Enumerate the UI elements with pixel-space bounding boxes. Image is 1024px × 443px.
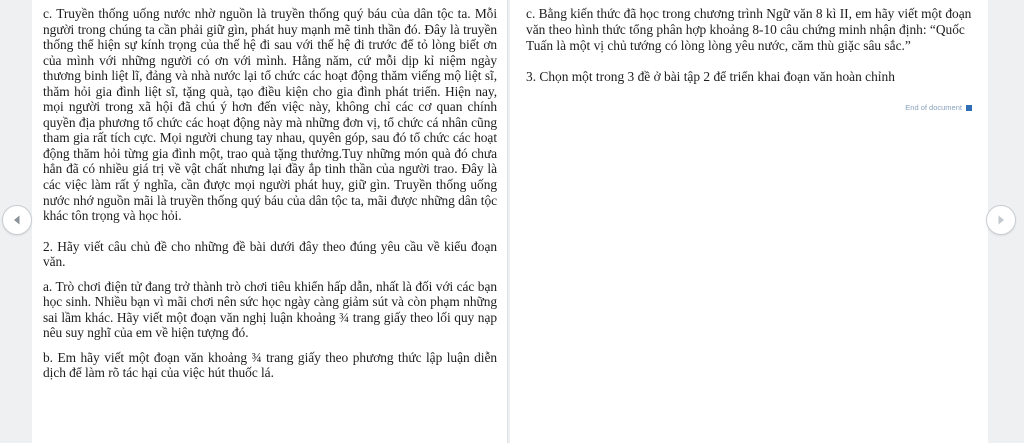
paragraph-exercise-2: 2. Hãy viết câu chủ đề cho những đề bài dưới đây theo đúng yêu cầu về kiểu đoạn văn. — [43, 238, 497, 270]
end-of-document-indicator — [905, 103, 972, 112]
end-marker-icon — [966, 105, 972, 111]
paragraph-exercise-2a: a. Trò chơi điện tử đang trở thành trò chơi tiêu khiển hấp dẫn, nhất là đối với các bạn học sinh. Nhiều bạn vì mãi chơi nên sức học ngày càng giảm sút và còn phạm những sai lầm khác. Hãy viết một đoạn văn nghị luận khoảng ¾ trang giấy theo lối quy nạp nêu suy nghĩ của em về hiện tượng đó. — [43, 278, 497, 341]
chevron-left-icon — [11, 214, 23, 226]
next-page-button[interactable] — [986, 205, 1016, 235]
end-of-document-label: End of document — [905, 103, 962, 112]
paragraph-exercise-2c: c. Bằng kiến thức đã học trong chương trình Ngữ văn 8 kì II, em hãy viết một đoạn văn theo hình thức tổng phân hợp khoảng 8-10 câu chứng minh nhận định: “Quốc Tuấn là một vị chủ tướng có lòng lòng yêu nước, căm thù giặc sâu sắc.” — [526, 6, 972, 54]
previous-page-button[interactable] — [2, 205, 32, 235]
paragraph-exercise-2b: b. Em hãy viết một đoạn văn khoảng ¾ trang giấy theo phương thức lập luận diễn dịch để làm rõ tác hại của việc hút thuốc lá. — [43, 349, 497, 381]
chevron-right-icon — [995, 214, 1007, 226]
page-left — [32, 0, 508, 443]
paragraph-tradition: c. Truyền thống uống nước nhờ nguồn là truyền thống quý báu của dân tộc ta. Mỗi người trong chúng ta cần phải giữ gìn, phát huy mạnh mẽ tinh thần đó. Đây là truyền thống thể hiện sự kính trọng của thế hệ đi sau với thế hệ đi trước để tỏ lòng biết ơn của mình với những người có ơn với mình. Hằng năm, cứ mỗi dịp kỉ niệm ngày thương binh liệt lĩ, đảng và nhà nước lại tổ chức các hoạt động thăm viếng mộ liệt sĩ, thăm hỏi gia đình liệt sĩ, tặng quà, tạo điều kiện cho gia đình phát triển. Hiện nay, mọi người trong xã hội đã chú ý hơn đến việc này, không chỉ các cơ quan chính quyền địa phương tổ chức các hoạt động này mà những đơn vị, tổ chức cá nhân cũng tham gia rất tích cực. Mọi người chung tay nhau, quyên góp, sau đó tổ chức các hoạt động thăm hỏi từng gia đình một, trao quà tặng thưởng.Tuy những món quà đó chưa hẳn đã có nhiều giá trị về vật chất nhưng lại đầy ắp tinh thần của người trao. Đây là các việc làm rất ý nghĩa, cần được mọi người phát huy, giữ gìn. Truyền thống uống nước nhớ nguồn mãi là truyền thống quý báu của dân tộc ta, mãi được những dân tộc khác tôn trọng và học hỏi. — [43, 6, 497, 224]
page-right — [510, 0, 988, 443]
paragraph-exercise-3: 3. Chọn một trong 3 đề ở bài tập 2 để triển khai đoạn văn hoàn chỉnh — [526, 68, 895, 84]
